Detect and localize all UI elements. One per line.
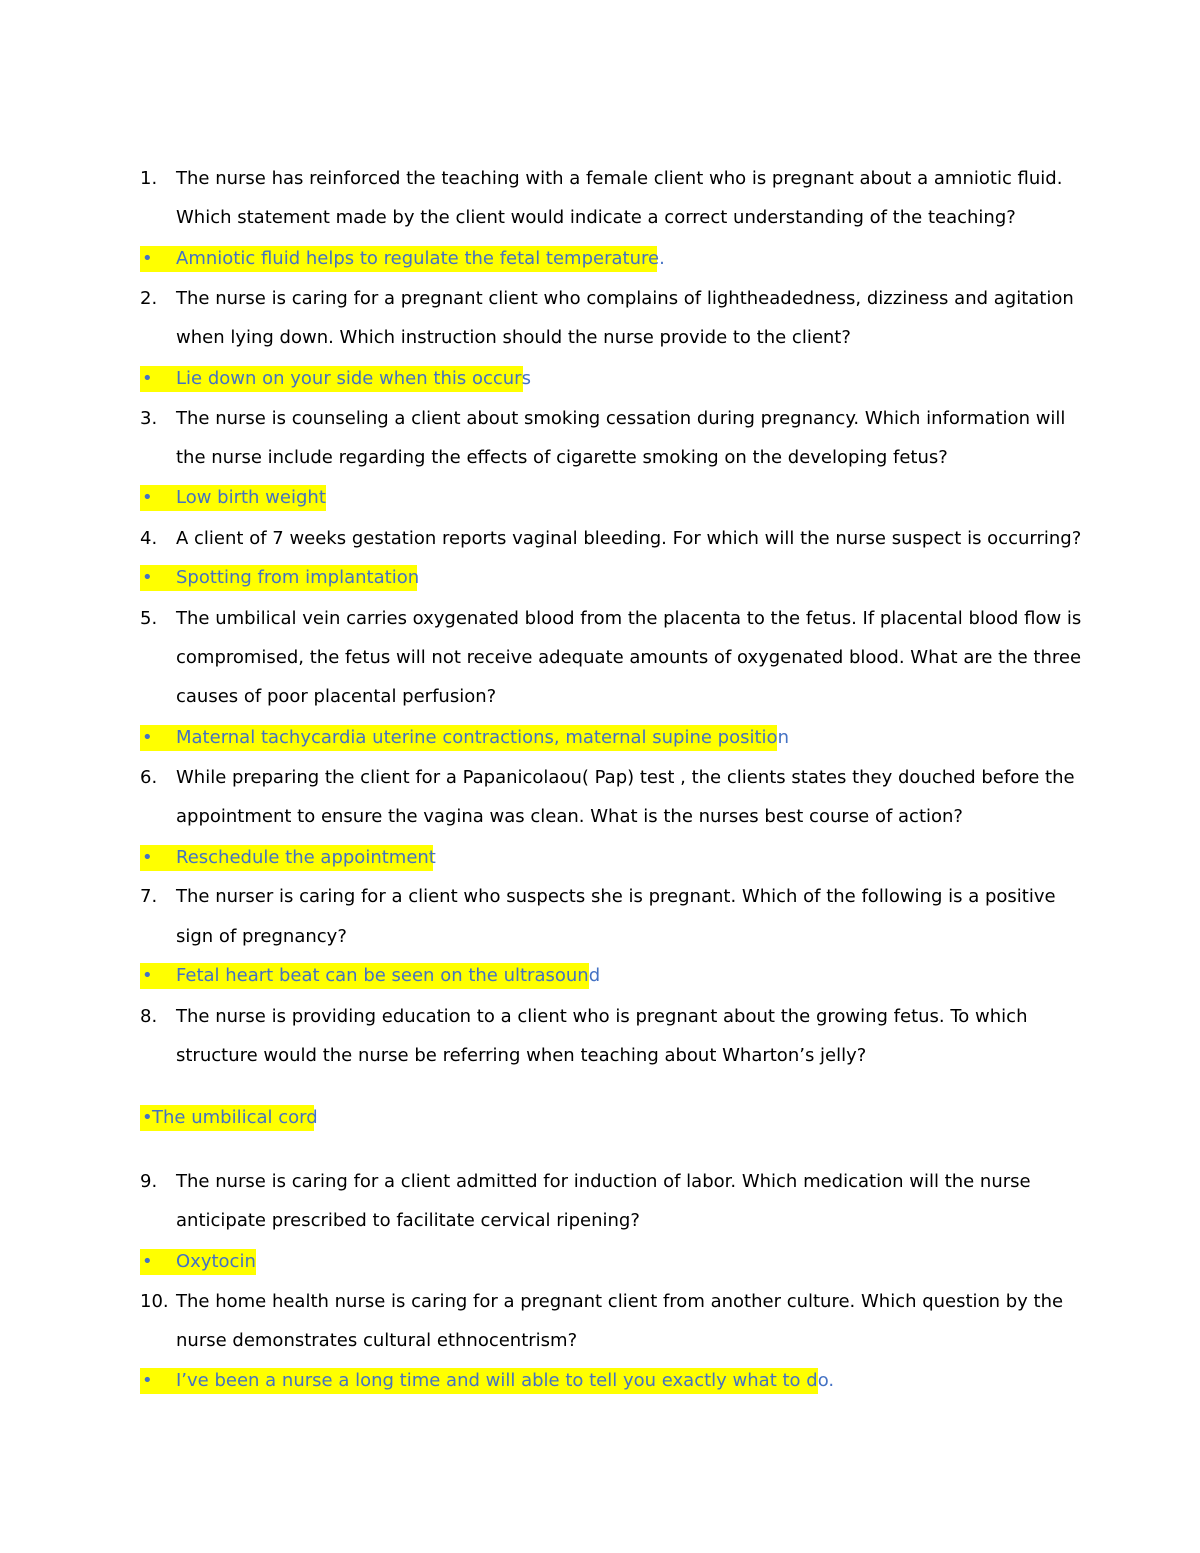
answer-text: Oxytocin [176, 1251, 256, 1272]
answer-10 [140, 1368, 835, 1394]
answer-text: Reschedule the appointment [176, 847, 436, 868]
answer-5 [140, 725, 789, 751]
question-text: The home health nurse is caring for a pregnant client from another culture. Which question by the [176, 1291, 1064, 1312]
question-text: The nurser is caring for a client who suspects she is pregnant. Which of the following is a positive [176, 886, 1056, 907]
question-text: The nurse is counseling a client about smoking cessation during pregnancy. Which information will [176, 408, 1066, 429]
question-number: 5. [140, 608, 158, 629]
bullet-icon: • [142, 368, 153, 389]
bullet-icon: • [142, 965, 153, 986]
answer-text: Lie down on your side when this occurs [176, 368, 531, 389]
question-number: 2. [140, 288, 158, 309]
answer-2 [140, 366, 531, 392]
answer-4 [140, 565, 420, 591]
bullet-icon: • [142, 1107, 153, 1128]
question-number: 9. [140, 1171, 158, 1192]
question-text: compromised, the fetus will not receive adequate amounts of oxygenated blood. What are the three [176, 647, 1082, 668]
answer-6 [140, 845, 436, 871]
question-text: A client of 7 weeks gestation reports vaginal bleeding. For which will the nurse suspect is occurring? [176, 528, 1082, 549]
question-number: 8. [140, 1006, 158, 1027]
question-number: 1. [140, 168, 158, 189]
question-text: the nurse include regarding the effects of cigarette smoking on the developing fetus? [176, 447, 948, 468]
answer-text: The umbilical cord [152, 1107, 318, 1128]
answer-text: I’ve been a nurse a long time and will able to tell you exactly what to do. [176, 1370, 835, 1391]
question-text: Which statement made by the client would indicate a correct understanding of the teaching? [176, 207, 1016, 228]
question-number: 4. [140, 528, 158, 549]
question-text: The nurse is providing education to a client who is pregnant about the growing fetus. To which [176, 1006, 1028, 1027]
question-text: The nurse has reinforced the teaching with a female client who is pregnant about a amniotic fluid. [176, 168, 1063, 189]
question-number: 6. [140, 767, 158, 788]
question-number: 3. [140, 408, 158, 429]
question-text: causes of poor placental perfusion? [176, 686, 497, 707]
answer-text: Amniotic fluid helps to regulate the fetal temperature. [176, 248, 665, 269]
answer-text: Fetal heart beat can be seen on the ultrasound [176, 965, 601, 986]
bullet-icon: • [142, 567, 153, 588]
bullet-icon: • [142, 248, 153, 269]
answer-text: Low birth weight [176, 487, 326, 508]
answer-1 [140, 246, 665, 272]
question-text: While preparing the client for a Papanicolaou( Pap) test , the clients states they douched before the [176, 767, 1075, 788]
answer-3 [140, 485, 326, 511]
question-text: anticipate prescribed to facilitate cervical ripening? [176, 1210, 640, 1231]
bullet-icon: • [142, 1370, 153, 1391]
answer-9 [140, 1249, 256, 1275]
answer-8 [140, 1105, 318, 1131]
question-text: appointment to ensure the vagina was clean. What is the nurses best course of action? [176, 806, 963, 827]
question-number: 10. [140, 1291, 169, 1312]
question-text: The nurse is caring for a pregnant client who complains of lightheadedness, dizziness and agitation [176, 288, 1074, 309]
question-text: sign of pregnancy? [176, 926, 347, 947]
bullet-icon: • [142, 1251, 153, 1272]
question-text: The umbilical vein carries oxygenated blood from the placenta to the fetus. If placental blood flow is [176, 608, 1082, 629]
bullet-icon: • [142, 847, 153, 868]
question-text: nurse demonstrates cultural ethnocentrism? [176, 1330, 578, 1351]
answer-7 [140, 963, 601, 989]
answer-text: Maternal tachycardia uterine contractions, maternal supine position [176, 727, 789, 748]
answer-text: Spotting from implantation [176, 567, 420, 588]
question-number: 7. [140, 886, 158, 907]
question-text: structure would the nurse be referring when teaching about Wharton’s jelly? [176, 1045, 867, 1066]
question-text: The nurse is caring for a client admitted for induction of labor. Which medication will the nurse [176, 1171, 1031, 1192]
bullet-icon: • [142, 487, 153, 508]
bullet-icon: • [142, 727, 153, 748]
question-text: when lying down. Which instruction should the nurse provide to the client? [176, 327, 851, 348]
